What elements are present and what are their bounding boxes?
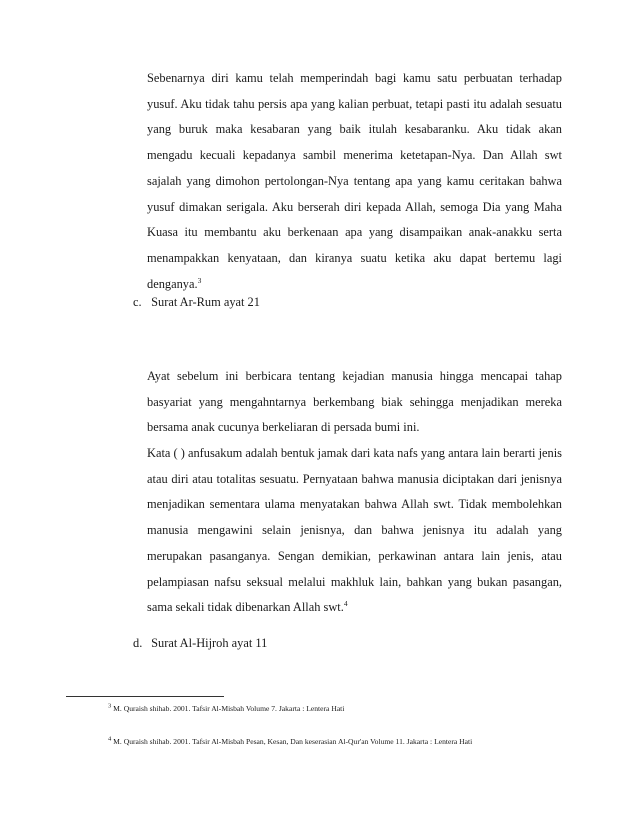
paragraph-quote-text: Sebenarnya diri kamu telah memperindah bagi kamu satu perbuatan terhadap yusuf. Aku tidak tahu persis apa yang kalian perbuat, tetapi pasti itu adalah sesuatu yang buruk maka kesabaran yang baik itulah kesabaranku. Aku tidak akan mengadu kecuali kepadanya sambil menerima ketetapan-Nya. Dan Allah swt sajalah yang dimohon pertolongan-Nya tentang apa yang kamu ceritakan bahwa yusuf dimakan serigala. Aku berserah diri kepada Allah, semoga Dia yang Maha Kuasa itu membantu aku berkenaan apa yang disampaikan anak-anakku serta menampakkan kenyataan, dan kiranya suatu ketika aku dapat bertemu lagi denganya. <box>147 71 562 291</box>
footnote-separator <box>66 696 224 697</box>
footnote-ref-3: 3 <box>197 275 202 285</box>
paragraph-context <box>147 364 562 441</box>
section-marker-c: c. <box>133 295 142 309</box>
section-marker-d: d. <box>133 636 143 650</box>
paragraph-quote <box>147 66 562 297</box>
paragraph-context-text: Ayat sebelum ini berbicara tentang kejadian manusia hingga mencapai tahap basyariat yang mengahntarnya berkembang biak sehingga menjadikan mereka bersama anak cucunya berkeliaran di persada bumi ini. <box>147 369 562 435</box>
section-title-d: Surat Al-Hijroh ayat 11 <box>151 636 268 650</box>
footnote-number: 4 <box>108 735 112 743</box>
footnote-ref-4: 4 <box>343 599 348 609</box>
footnote-4 <box>108 737 588 747</box>
paragraph-anfusakum <box>147 441 562 621</box>
paragraph-anfusakum-text: Kata ( ) anfusakum adalah bentuk jamak dari kata nafs yang antara lain berarti jenis atau diri atau totalitas sesuatu. Pernyataan bahwa manusia diciptakan dari jenisnya menjadikan sementara ulama menyatakan bahwa Allah swt. Tidak membolehkan manusia mengawini selain jenisnya, dan bahwa jenisnya itu adalah yang merupakan pasanganya. Sengan demikian, perkawinan antara lain jenis, atau pelampiasan nafsu seksual melalui makhluk lain, bahkan yang bukan pasangan, sama sekali tidak dibenarkan Allah swt. <box>147 446 562 615</box>
footnote-text: M. Quraish shihab. 2001. Tafsir Al-Misbah Pesan, Kesan, Dan keserasian Al-Qur'an Volume 11. Jakarta : Lentera Hati <box>113 737 473 746</box>
footnote-3 <box>108 704 588 714</box>
footnote-number: 3 <box>108 702 112 710</box>
footnote-text: M. Quraish shihab. 2001. Tafsir Al-Misbah Volume 7. Jakarta : Lentera Hati <box>113 704 345 713</box>
section-title-c: Surat Ar-Rum ayat 21 <box>151 295 260 309</box>
section-heading-c <box>133 292 260 312</box>
section-heading-d <box>133 633 267 653</box>
